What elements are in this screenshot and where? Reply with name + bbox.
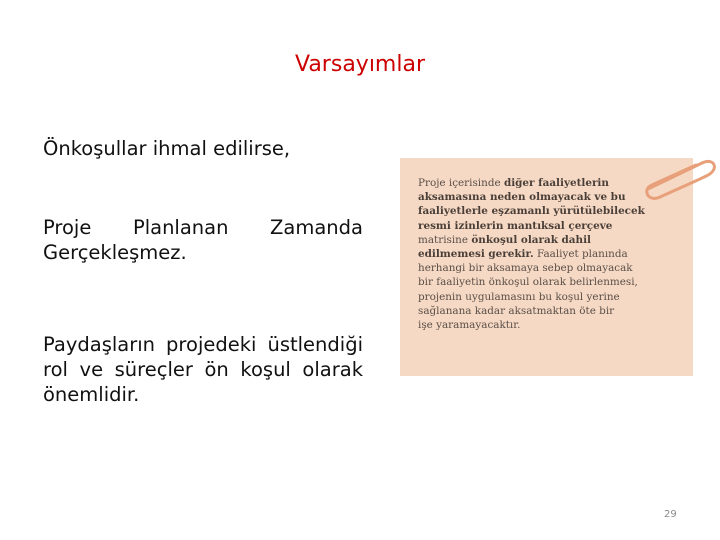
slide-title-text: Varsayımlar [294,52,425,77]
note-line: Proje içerisinde diğer faaliyetlerin [418,177,609,189]
page-number: 29 [664,509,677,520]
note-line: faaliyetlerle eşzamanlı yürütülebilecek [418,205,645,218]
note-line: herhangi bir aksamaya sebep olmayacak [418,262,633,275]
note-line: matrisine önkoşul olarak dahil [418,233,591,246]
note-line: resmi izinlerin mantıksal çerçeve [418,219,613,232]
paragraph-prerequisites: Önkoşullar ihmal edilirse, [43,137,291,160]
slide-title [0,52,720,77]
paperclip-icon [640,155,720,200]
note-line: edilmemesi gerekir. Faaliyet planında [418,248,628,261]
paragraph-stakeholders: Paydaşların projedeki üstlendiği rol ve süreçler ön koşul olarak önemlidir. [43,333,363,406]
note-line: işe yaramayacaktır. [418,319,521,332]
note-line: sağlanana kadar aksatmaktan öte bir [418,304,615,317]
paragraph-schedule: Proje Planlanan Zamanda Gerçekleşmez. [43,216,363,264]
note-line: projenin uygulamasını bu koşul yerine [418,290,620,303]
note-line: bir faaliyetin önkoşul olarak belirlenmesi, [418,276,638,289]
note-line: aksamasına neden olmayacak ve bu [418,191,626,204]
